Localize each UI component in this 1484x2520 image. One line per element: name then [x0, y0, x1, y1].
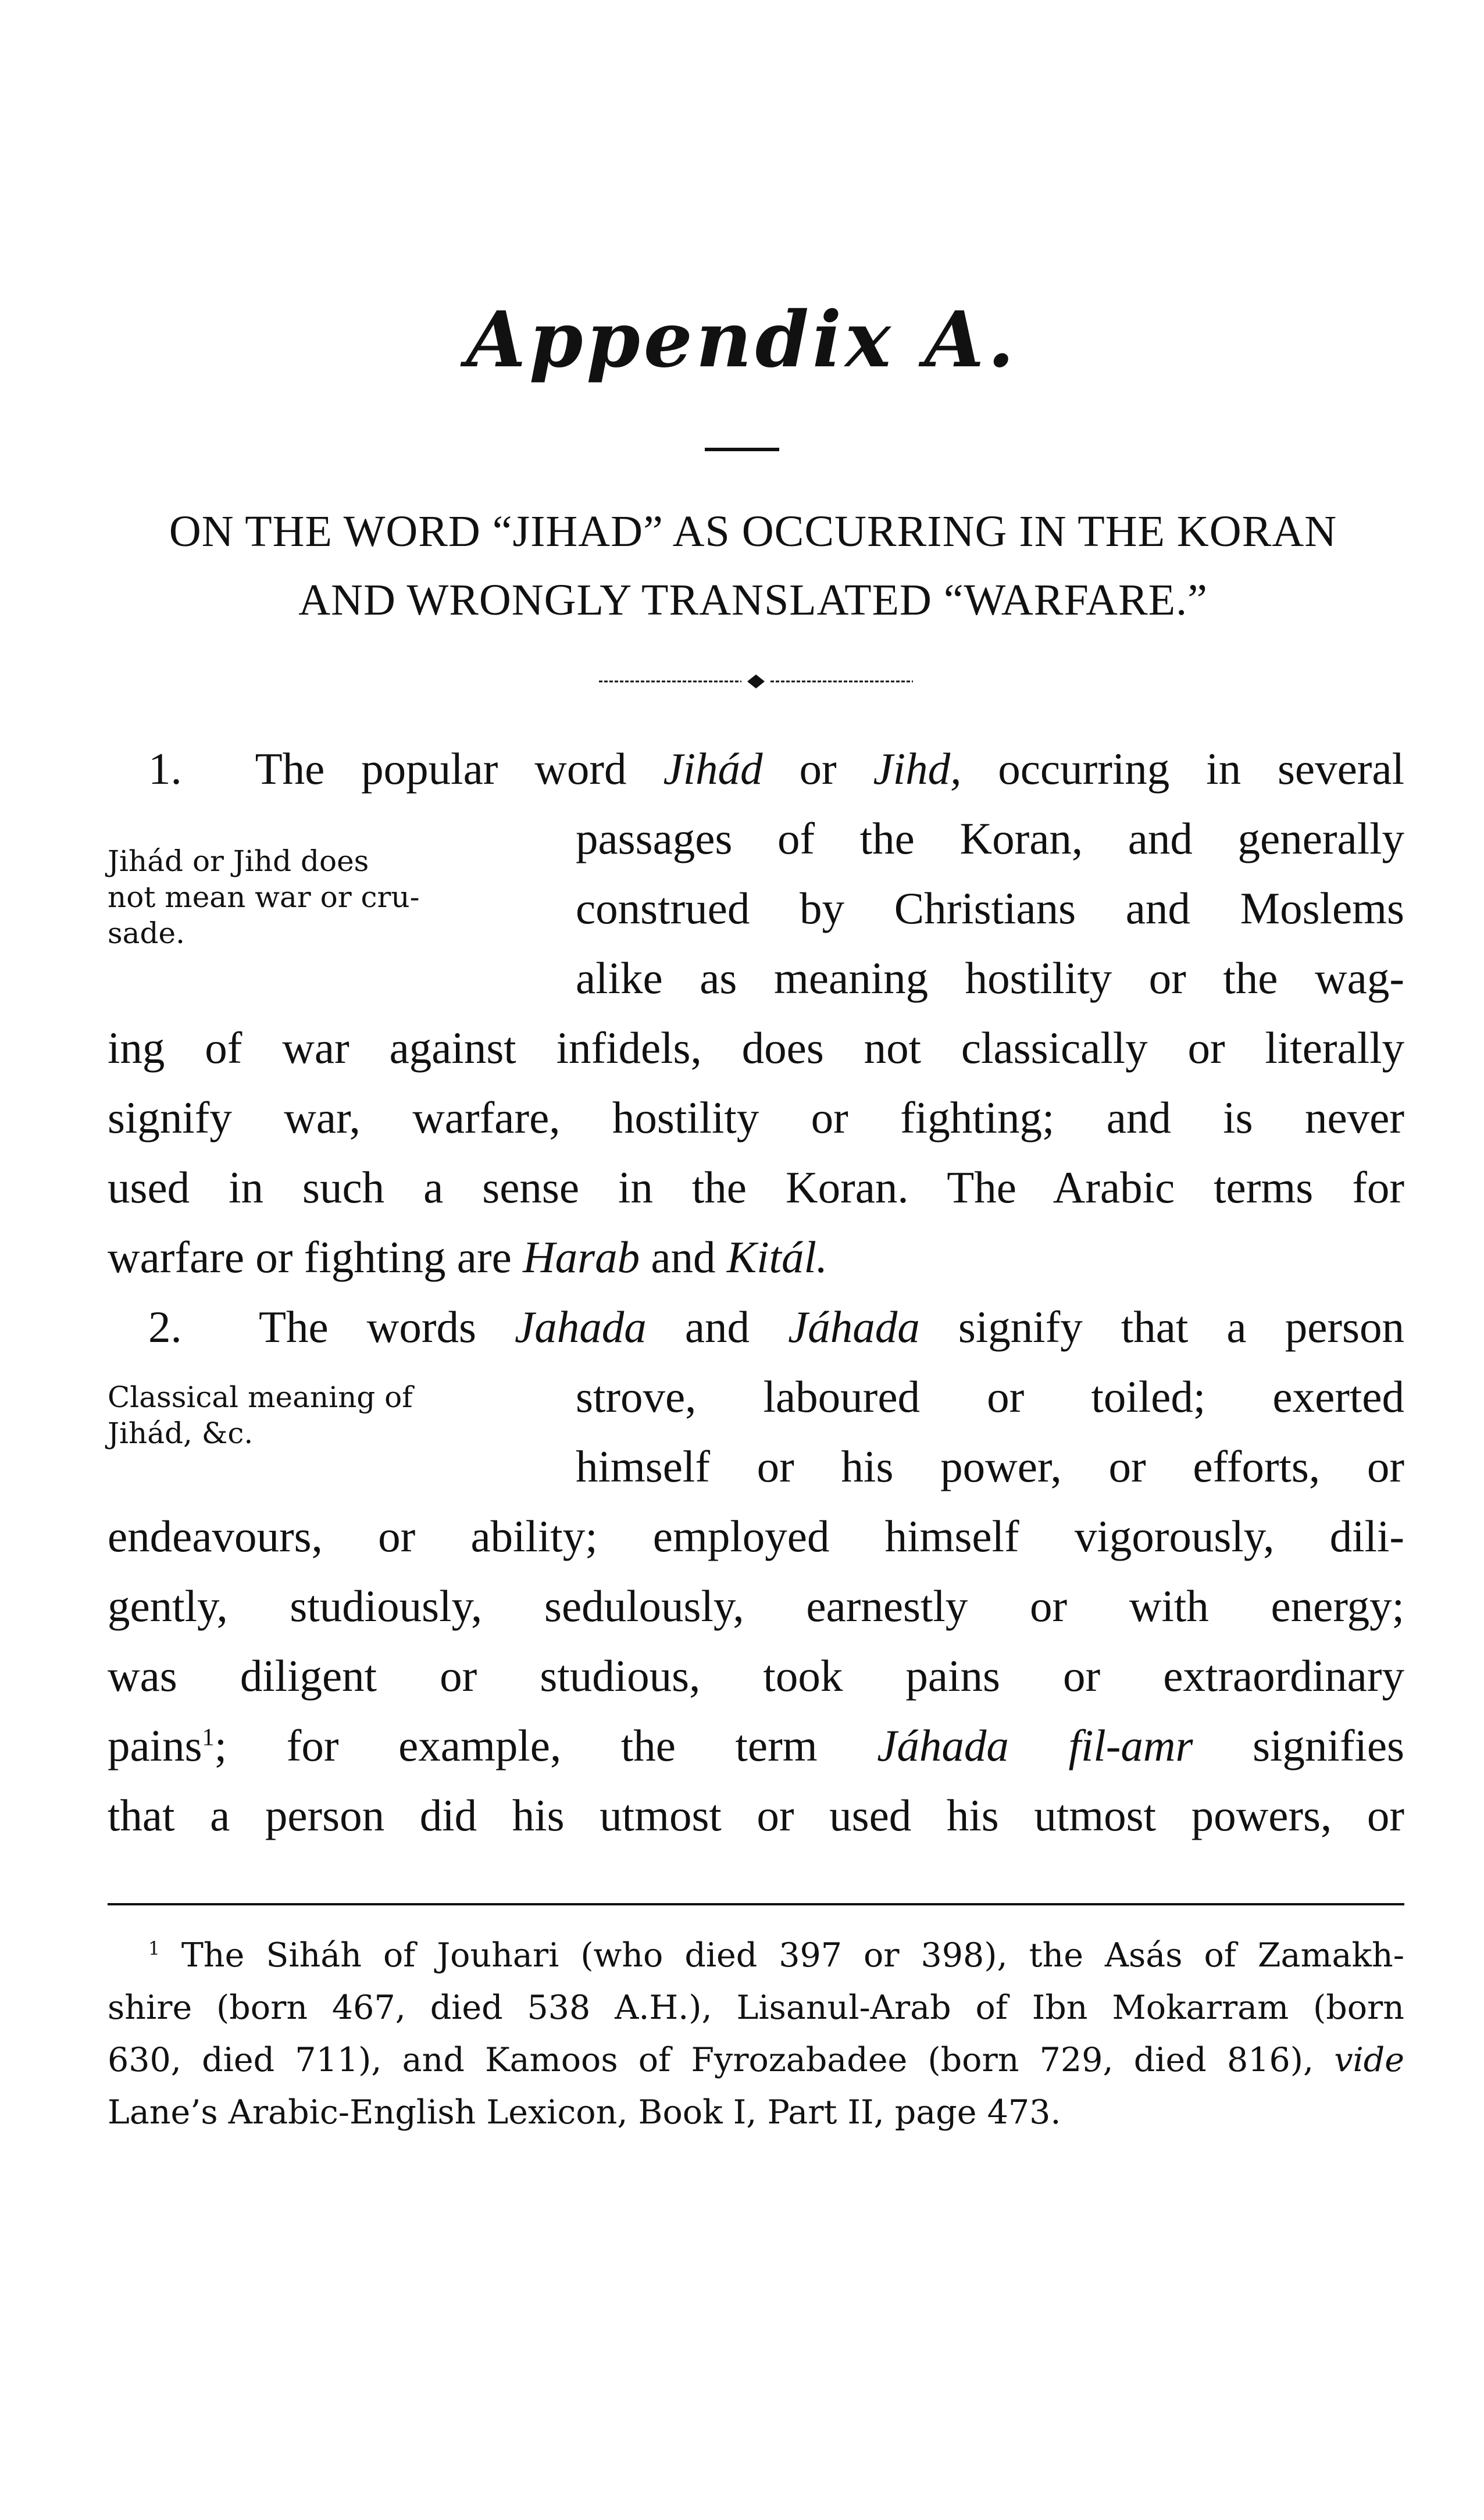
p1-text: The popular word	[255, 744, 663, 794]
margin-note-2	[108, 1379, 550, 1451]
p2-line-1	[148, 1292, 1404, 1362]
p1-term-jihd: Jihd,	[873, 744, 962, 794]
footnote-line-4: Lane’s Arabic-English Lexicon, Book I, Part II, page 473.	[108, 2093, 1061, 2132]
p1-line-3: construed by Christians and Moslems	[576, 883, 1404, 933]
p1-line-6: signify war, warfare, hostility or fighting; and is never	[108, 1093, 1404, 1143]
footnote-marker: 1	[148, 1939, 160, 1959]
p2-text: signify that a person	[919, 1302, 1404, 1352]
title-line-1: ON THE WORD “JIHAD” AS OCCURRING IN THE KORAN	[169, 507, 1337, 556]
p1-term-kital: Kitál.	[726, 1232, 828, 1282]
footnote-rule	[108, 1903, 1404, 1905]
p2-text: ; for example, the term	[214, 1721, 877, 1771]
p1-line-1	[148, 734, 1404, 804]
p1-line-8	[108, 1222, 1404, 1292]
p1-text: or	[762, 744, 873, 794]
appendix-title	[105, 497, 1401, 634]
appendix-heading: Appendix A.	[466, 295, 1018, 385]
p2-text: The words	[258, 1302, 515, 1352]
footnote-text: 630, died 711), and Kamoos of Fyrozabadee (born 729, died 816),	[108, 2041, 1335, 2079]
p2-number: 2.	[148, 1302, 182, 1352]
p2-text: signifies	[1193, 1721, 1405, 1771]
p2-term-jahada-fil-amr: Jáhada fil-amr	[877, 1721, 1193, 1771]
p2-term-jahada-accent: Jáhada	[788, 1302, 920, 1352]
p2-line-4: endeavours, or ability; employed himself vigorously, dili-	[108, 1511, 1404, 1561]
p2-term-jahada: Jahada	[515, 1302, 647, 1352]
footnote-line-3	[108, 2034, 1404, 2086]
margin-note-line: Jihád, &c.	[108, 1416, 254, 1450]
p1-term-jihad: Jihád	[663, 744, 763, 794]
margin-note-line: Classical meaning of	[108, 1380, 413, 1414]
p1-line-2: passages of the Koran, and generally	[576, 813, 1404, 863]
p1-number: 1.	[148, 744, 182, 794]
p2-line-7	[108, 1711, 1404, 1780]
footnote-line-1	[148, 1929, 1404, 1982]
footnote-text: The Siháh of Jouhari (who died 397 or 398), the Asás of Zamakh-	[181, 1936, 1404, 1975]
p2-line-6: was diligent or studious, took pains or extraordinary	[108, 1651, 1404, 1701]
p2-text: pains	[108, 1721, 202, 1771]
p1-line-4: alike as meaning hostility or the wag-	[576, 953, 1404, 1003]
title-line-2: AND WRONGLY TRANSLATED “WARFARE.”	[298, 576, 1208, 624]
p1-text: occurring in several	[961, 744, 1404, 794]
footnote-vide: vide	[1334, 2041, 1404, 2079]
ornament-divider-icon	[599, 670, 913, 693]
footnote-line-2: shire (born 467, died 538 A.H.), Lisanul-Arab of Ibn Mokarram (born	[108, 1989, 1404, 2027]
margin-note-line: not mean war or cru-	[108, 880, 420, 914]
heading-rule	[705, 448, 779, 451]
p2-line-5: gently, studiously, sedulously, earnestly or with energy;	[108, 1581, 1404, 1631]
p1-line-7: used in such a sense in the Koran. The Arabic terms for	[108, 1162, 1404, 1212]
margin-note-1	[108, 843, 550, 951]
p1-term-harab: Harab	[523, 1232, 640, 1282]
p2-line-2: strove, laboured or toiled; exerted	[576, 1372, 1404, 1422]
footnote-reference: 1	[202, 1723, 215, 1751]
p1-text: and	[640, 1232, 727, 1282]
p2-line-8: that a person did his utmost or used his utmost powers, or	[108, 1790, 1404, 1840]
p2-line-3: himself or his power, or efforts, or	[576, 1441, 1404, 1491]
p1-line-5: ing of war against infidels, does not classically or literally	[108, 1023, 1404, 1073]
margin-note-line: Jihád or Jihd does	[108, 844, 369, 878]
margin-note-line: sade.	[108, 916, 185, 950]
p2-text: and	[646, 1302, 789, 1352]
p1-text: warfare or fighting are	[108, 1232, 523, 1282]
